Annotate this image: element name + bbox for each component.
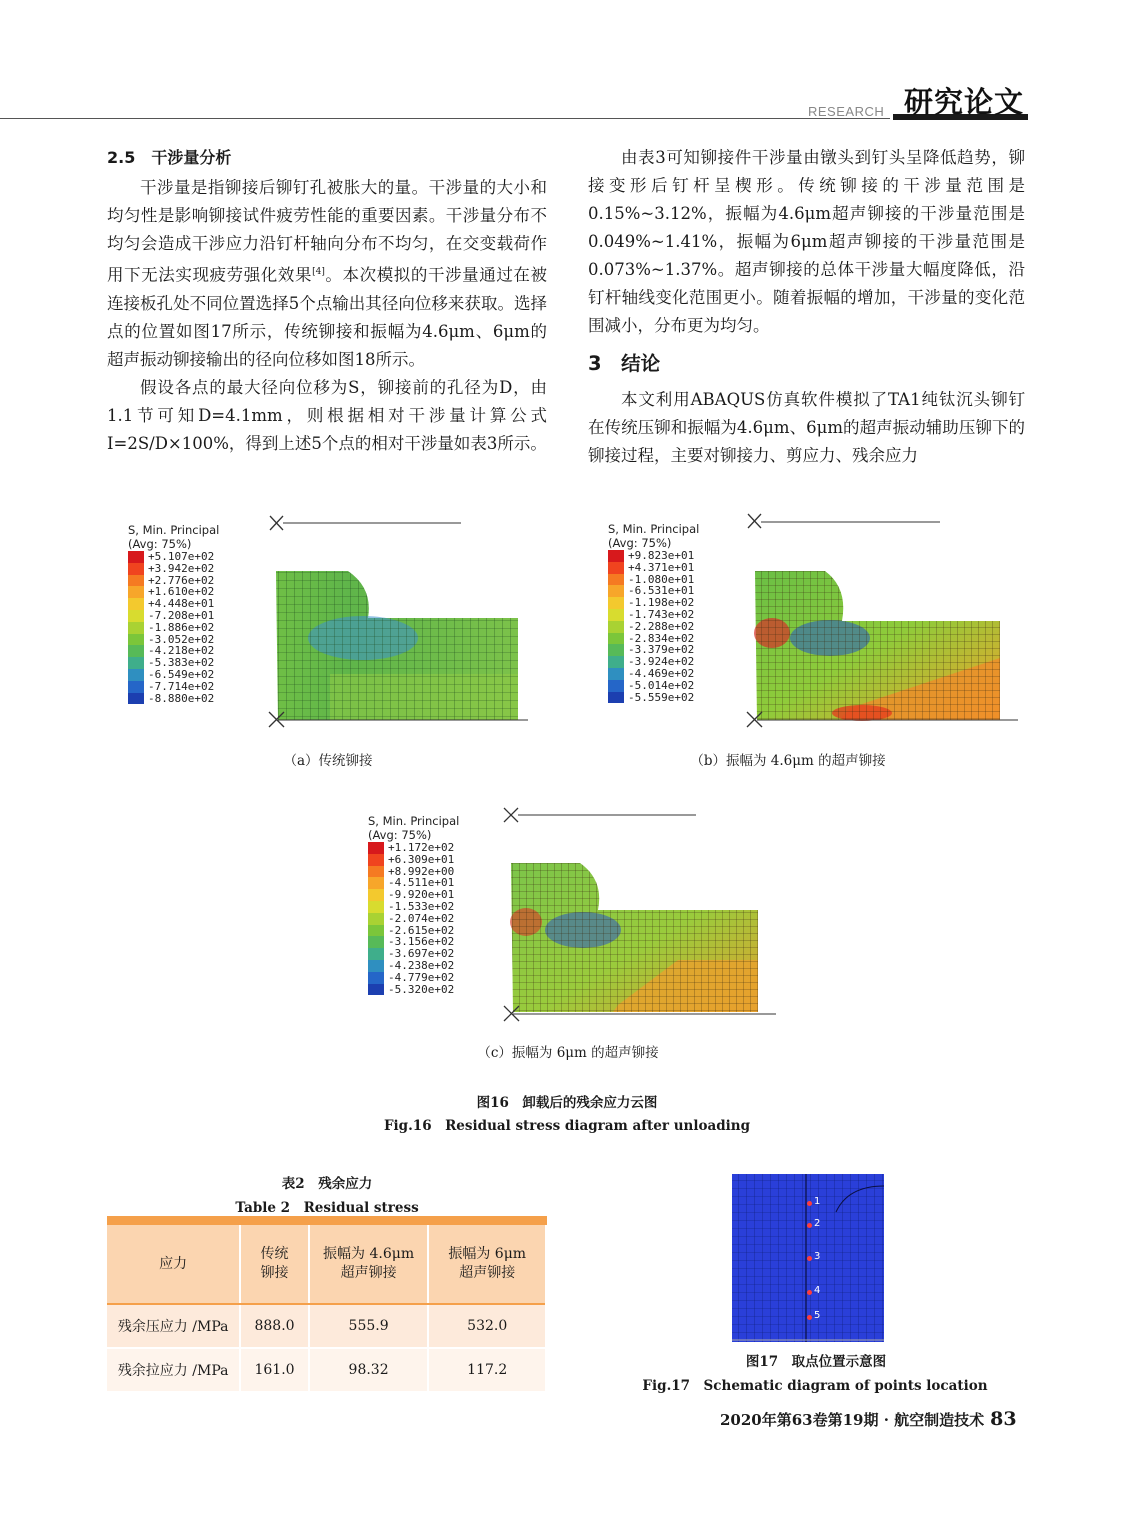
legend-swatch	[608, 585, 624, 597]
fig16-title-en: Fig.16 Residual stress diagram after unloading	[383, 1118, 751, 1134]
fig16-caption-a: （a）传统铆接	[283, 753, 373, 769]
table-cell: 残余拉应力 /MPa	[107, 1348, 240, 1391]
legend-value: +6.309e+01	[388, 852, 455, 866]
table-top-bar	[107, 1216, 547, 1225]
legend-value: -2.074e+02	[388, 911, 455, 925]
point-marker	[807, 1315, 812, 1320]
legend-swatch	[128, 586, 144, 598]
legend-swatch	[608, 644, 624, 656]
legend-value: -8.880e+02	[148, 691, 215, 705]
legend-value: -7.714e+02	[148, 679, 215, 693]
legend-value: -6.549e+02	[148, 667, 215, 681]
legend-title: S, Min. Principal	[128, 523, 220, 537]
point-label: 4	[814, 1285, 821, 1296]
legend-value: -5.383e+02	[148, 656, 215, 670]
legend-title: S, Min. Principal	[368, 814, 460, 828]
legend-swatch	[608, 609, 624, 621]
table-header-row	[107, 1225, 546, 1303]
legend-value: -3.156e+02	[388, 935, 455, 949]
page-header	[0, 80, 1134, 128]
left-column	[107, 144, 547, 458]
legend-value: -1.533e+02	[388, 899, 455, 913]
section-heading-3: 3 结论	[588, 352, 661, 375]
point-label: 5	[814, 1310, 821, 1321]
legend-swatch	[608, 550, 624, 562]
legend-swatch	[368, 925, 384, 937]
table-cell: 98.32	[309, 1348, 429, 1391]
paragraph: 假设各点的最大径向位移为S，铆接前的孔径为D，由1.1节可知D=4.1mm，则根据相对干涉量计算公式I=2S/D×100%，得到上述5个点的相对干涉量如表3所示。	[107, 377, 547, 453]
legend-swatch	[368, 984, 384, 996]
fig16-panel-b	[600, 508, 1020, 736]
table-cell: 残余压应力 /MPa	[107, 1305, 240, 1348]
point-label: 1	[814, 1196, 821, 1207]
point-marker	[807, 1223, 812, 1228]
legend-value: -3.052e+02	[148, 632, 215, 646]
legend-swatch	[128, 598, 144, 610]
table-row	[107, 1305, 546, 1348]
legend-swatch	[128, 610, 144, 622]
legend-swatch	[608, 668, 624, 680]
legend-value: +8.992e+00	[388, 864, 455, 878]
legend-swatch	[608, 680, 624, 692]
residual-stress-table	[107, 1225, 547, 1391]
fig16-panel-c	[358, 800, 778, 1028]
table-header-cell: 振幅为 4.6μm 超声铆接	[309, 1225, 429, 1303]
legend-value: -7.208e+01	[148, 608, 215, 622]
legend-swatch	[128, 634, 144, 646]
legend-row	[608, 692, 699, 704]
paragraph-text: 。本次模拟的干涉量通过在被连接板孔处不同位置选择5个点输出其径向位移来获取。选择点的位置如图17所示，传统铆接和振幅为4.6μm、6μm的超声振动铆接输出的径向位移如图18所示。	[107, 265, 548, 369]
legend-swatch	[608, 656, 624, 668]
legend-swatch	[608, 574, 624, 586]
legend-subtitle: (Avg: 75%)	[128, 537, 192, 551]
section-heading-2-5: 2.5 干涉量分析	[107, 148, 232, 167]
legend-swatch	[608, 597, 624, 609]
section-label-cn: 研究论文	[904, 85, 1025, 119]
citation: [4]	[312, 267, 325, 277]
fig16-caption-c: （c）振幅为 6μm 的超声铆接	[477, 1045, 659, 1061]
legend-value: +1.610e+02	[148, 585, 215, 599]
legend-swatch	[368, 901, 384, 913]
legend-value: -4.779e+02	[388, 970, 455, 984]
fig17-title-cn: 图17 取点位置示意图	[745, 1354, 887, 1370]
legend-value: -1.080e+01	[628, 572, 695, 586]
legend-value: -4.511e+01	[388, 876, 455, 890]
legend-row	[128, 693, 219, 705]
paragraph: 本文利用ABAQUS仿真软件模拟了TA1纯钛沉头铆钉在传统压铆和振幅为4.6μm、6μm的超声振动辅助压铆下的铆接过程，主要对铆接力、剪应力、残余应力	[588, 390, 1025, 465]
legend-swatch	[368, 948, 384, 960]
legend-value: -5.320e+02	[388, 982, 455, 996]
point-marker	[807, 1201, 812, 1206]
legend-swatch	[128, 669, 144, 681]
table-header-cell: 传统 铆接	[240, 1225, 309, 1303]
fig16-caption-b: （b）振幅为 4.6μm 的超声铆接	[690, 753, 886, 769]
fig16-panel-a	[118, 508, 538, 736]
legend-swatch	[128, 575, 144, 587]
paragraph: 由表3可知铆接件干涉量由镦头到钉头呈降低趋势，铆接变形后钉杆呈楔形。传统铆接的干涉量范围是0.15%~3.12%，振幅为4.6μm超声铆接的干涉量范围是0.049%~1.41%，振幅为6μm超声铆接的干涉量范围是0.073%~1.37%。超声铆接的总体干涉量大幅度降低，沿钉杆轴线变化范围更小。随着振幅的增加，干涉量的变化范围减小，分布更为均匀。	[588, 148, 1025, 335]
legend-value: +5.107e+02	[148, 550, 215, 563]
legend-swatch	[608, 562, 624, 574]
legend-swatch	[368, 889, 384, 901]
stress-legend	[608, 522, 699, 703]
fig17-title-en: Fig.17 Schematic diagram of points location	[642, 1378, 988, 1394]
issue-info: 2020年第63卷第19期 · 航空制造技术	[720, 1411, 985, 1429]
legend-swatch	[368, 854, 384, 866]
table2-title-cn: 表2 残余应力	[281, 1176, 373, 1192]
legend-swatch	[128, 657, 144, 669]
legend-value: +9.823e+01	[628, 549, 695, 562]
table2	[107, 1216, 547, 1391]
legend-subtitle: (Avg: 75%)	[608, 536, 672, 550]
table2-title-en: Table 2 Residual stress	[235, 1200, 419, 1216]
legend-value: +1.172e+02	[388, 841, 455, 854]
point-marker	[807, 1256, 812, 1261]
table-cell: 532.0	[428, 1305, 546, 1348]
header-rule	[0, 118, 890, 119]
legend-value: -9.920e+01	[388, 888, 455, 902]
stress-legend	[368, 814, 459, 995]
legend-value: -2.834e+02	[628, 631, 695, 645]
legend-value: -1.198e+02	[628, 596, 695, 610]
legend-swatch	[128, 693, 144, 705]
table-cell: 888.0	[240, 1305, 309, 1348]
legend-value: -3.924e+02	[628, 655, 695, 669]
table-header-cell: 应力	[107, 1225, 240, 1303]
legend-swatch	[128, 681, 144, 693]
legend-swatch	[608, 633, 624, 645]
legend-value: +4.448e+01	[148, 597, 215, 611]
legend-swatch	[128, 563, 144, 575]
legend-swatch	[128, 551, 144, 563]
stress-legend	[128, 523, 219, 704]
legend-value: -3.379e+02	[628, 643, 695, 657]
page-footer	[720, 1408, 1017, 1430]
fig16-title-cn: 图16 卸载后的残余应力云图	[476, 1095, 658, 1111]
table-cell: 555.9	[309, 1305, 429, 1348]
table-cell: 161.0	[240, 1348, 309, 1391]
point-marker	[807, 1290, 812, 1295]
legend-swatch	[608, 692, 624, 704]
legend-swatch	[368, 842, 384, 854]
legend-swatch	[128, 622, 144, 634]
legend-value: -6.531e+01	[628, 584, 695, 598]
legend-value: -5.014e+02	[628, 678, 695, 692]
legend-value: -5.559e+02	[628, 690, 695, 704]
legend-value: -4.238e+02	[388, 958, 455, 972]
legend-value: +3.942e+02	[148, 561, 215, 575]
legend-subtitle: (Avg: 75%)	[368, 828, 432, 842]
section-label-en: RESEARCH	[808, 104, 885, 119]
legend-swatch	[368, 866, 384, 878]
legend-swatch	[368, 936, 384, 948]
paragraph	[107, 174, 547, 374]
right-column	[588, 144, 1025, 470]
legend-swatch	[368, 877, 384, 889]
legend-title: S, Min. Principal	[608, 522, 700, 536]
fig17-schematic	[730, 1172, 886, 1344]
legend-swatch	[128, 645, 144, 657]
legend-swatch	[368, 960, 384, 972]
point-label: 2	[814, 1218, 821, 1229]
table-row	[107, 1348, 546, 1391]
page-number: 83	[990, 1408, 1017, 1430]
legend-value: -3.697e+02	[388, 947, 455, 961]
legend-value: -1.743e+02	[628, 607, 695, 621]
legend-swatch	[608, 621, 624, 633]
table-cell: 117.2	[428, 1348, 546, 1391]
legend-value: +4.371e+01	[628, 560, 695, 574]
point-label: 3	[814, 1251, 821, 1262]
legend-value: -4.469e+02	[628, 666, 695, 680]
legend-value: -2.615e+02	[388, 923, 455, 937]
legend-swatch	[368, 913, 384, 925]
legend-value: -2.288e+02	[628, 619, 695, 633]
table-header-cell: 振幅为 6μm 超声铆接	[428, 1225, 546, 1303]
paragraph-text: 干涉量是指铆接后铆钉孔被胀大的量。干涉量的大小和均匀性是影响铆接试件疲劳性能的重要因素。干涉量分布不均匀会造成干涉应力沿钉杆轴向分布不均匀，在交变载荷作用下无法实现疲劳强化效果	[107, 178, 547, 285]
legend-swatch	[368, 972, 384, 984]
legend-value: -1.886e+02	[148, 620, 215, 634]
legend-row	[368, 984, 459, 996]
legend-value: +2.776e+02	[148, 573, 215, 587]
legend-value: -4.218e+02	[148, 644, 215, 658]
